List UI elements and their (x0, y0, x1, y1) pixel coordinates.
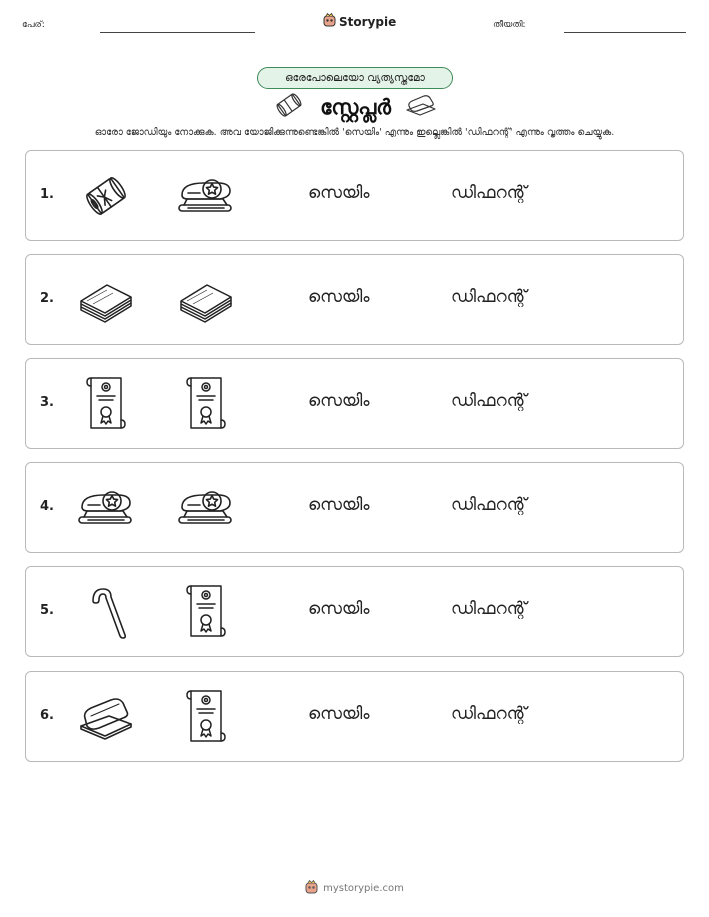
exercise-row (25, 671, 684, 762)
worksheet-type-badge (257, 67, 453, 89)
storypie-mascot-icon (305, 880, 318, 897)
option-same[interactable]: സെയിം (308, 495, 370, 515)
option-different[interactable]: ഡിഫറന്റ് (451, 391, 527, 411)
option-different[interactable]: ഡിഫറന്റ് (451, 183, 527, 203)
row-number: 3. (40, 395, 54, 410)
option-same[interactable]: സെയിം (308, 287, 370, 307)
option-different[interactable]: ഡിഫറന്റ് (451, 287, 527, 307)
name-line[interactable] (100, 32, 255, 33)
footer (0, 880, 709, 897)
header-name-label: പേര്: (22, 20, 45, 30)
brand-name: Storypie (339, 14, 397, 29)
row-number: 4. (40, 499, 54, 514)
option-same[interactable]: സെയിം (308, 391, 370, 411)
row-number: 6. (40, 708, 54, 723)
certificate-icon (176, 374, 236, 434)
page-title: സ്റ്റേപ്ലർ (320, 94, 391, 119)
footer-url: mystorypie.com (323, 883, 404, 894)
scroll-icon (76, 166, 136, 226)
certificate-icon (176, 687, 236, 747)
certificate-icon (76, 374, 136, 434)
paper-stack-icon (76, 270, 136, 330)
date-line[interactable] (564, 32, 686, 33)
badge-text: ഒരേപോലെയോ വ്യത്യസ്തമോ (285, 71, 425, 84)
cane-icon (76, 582, 136, 642)
option-different[interactable]: ഡിഫറന്റ് (451, 599, 527, 619)
stapler-star-icon (176, 166, 236, 226)
certificate-icon (176, 582, 236, 642)
instructions: ഓരോ ജോഡിയും നോക്കുക. അവ യോജിക്കുന്നുണ്ടെങ്കിൽ 'സെയിം' എന്നും ഇല്ലെങ്കിൽ 'ഡിഫറന്റ്' എന്നും വൃത്തം ചെയ്യുക. (94, 127, 615, 138)
row-number: 1. (40, 187, 54, 202)
row-number: 5. (40, 603, 54, 618)
exercise-row (25, 566, 684, 657)
header-date-label: തീയതി: (493, 20, 526, 30)
row-number: 2. (40, 291, 54, 306)
exercise-row (25, 358, 684, 449)
storypie-mascot-icon (323, 13, 336, 30)
option-same[interactable]: സെയിം (308, 599, 370, 619)
stapler-star-icon (76, 478, 136, 538)
title-scroll-icon (272, 92, 306, 122)
stapler-icon (76, 687, 136, 747)
exercise-row (25, 462, 684, 553)
title-stapler-icon (405, 93, 437, 121)
brand-logo (323, 13, 396, 30)
option-same[interactable]: സെയിം (308, 183, 370, 203)
stapler-star-icon (176, 478, 236, 538)
paper-stack-icon (176, 270, 236, 330)
title-row (0, 92, 709, 122)
option-different[interactable]: ഡിഫറന്റ് (451, 495, 527, 515)
option-same[interactable]: സെയിം (308, 704, 370, 724)
option-different[interactable]: ഡിഫറന്റ് (451, 704, 527, 724)
exercise-row (25, 150, 684, 241)
exercise-row (25, 254, 684, 345)
